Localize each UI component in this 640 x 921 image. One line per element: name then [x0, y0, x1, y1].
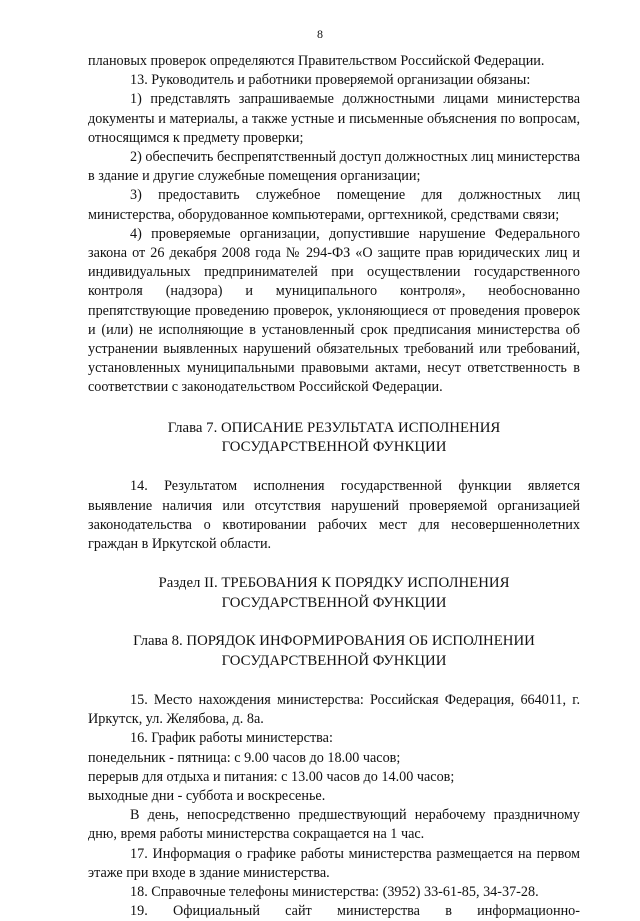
chapter-8-heading	[88, 632, 580, 671]
paragraph-13: 13. Руководитель и работники проверяемой организации обязаны:	[130, 72, 531, 89]
schedule-break: перерыв для отдыха и питания: с 13.00 часов до 14.00 часов;	[88, 768, 455, 785]
paragraph-14: 14. Результатом исполнения государственной функции является выявление наличия или отсутствия нарушений проверяемой организацией законодательства о квотировании рабочих мест для несовершеннолетних граждан в Иркутской области.	[88, 478, 580, 553]
paragraph-13-item-2: 2) обеспечить беспрепятственный доступ должностных лиц министерства в здание и другие служебные помещения организации;	[88, 149, 580, 185]
paragraph-17: 17. Информация о графике работы министерства размещается на первом этаже при входе в здание министерства.	[88, 845, 580, 881]
paragraph-13-item-3: 3) предоставить служебное помещение для должностных лиц министерства, оборудованное компьютерами, оргтехникой, средствами связи;	[88, 187, 580, 223]
page-number: 8	[317, 27, 323, 41]
chapter-8-title-line-1: Глава 8. ПОРЯДОК ИНФОРМИРОВАНИЯ ОБ ИСПОЛНЕНИИ	[133, 633, 535, 650]
section-2-title-line-1: Раздел II. ТРЕБОВАНИЯ К ПОРЯДКУ ИСПОЛНЕНИЯ	[158, 575, 510, 592]
chapter-8-title-line-2: ГОСУДАРСТВЕННОЙ ФУНКЦИИ	[221, 652, 447, 669]
schedule-preholiday: В день, непосредственно предшествующий нерабочему праздничному дню, время работы министерства сокращается на 1 час.	[88, 807, 580, 843]
section-2-heading	[88, 574, 580, 613]
chapter-7-heading	[88, 419, 580, 458]
paragraph-13-item-1: 1) представлять запрашиваемые должностными лицами министерства документы и материалы, а также устные и письменные объяснения по вопросам, относящимся к предмету проверки;	[88, 91, 580, 146]
chapter-7-title-line-1: Глава 7. ОПИСАНИЕ РЕЗУЛЬТАТА ИСПОЛНЕНИЯ	[167, 419, 501, 436]
schedule-weekdays: понедельник - пятница: с 9.00 часов до 18.00 часов;	[88, 749, 401, 766]
schedule-weekend: выходные дни - суббота и воскресенье.	[88, 787, 326, 804]
paragraph-15: 15. Место нахождения министерства: Российская Федерация, 664011, г. Иркутск, ул. Желябова, д. 8а.	[88, 691, 580, 728]
paragraph-19: 19. Официальный сайт министерства в информационно-	[130, 903, 580, 920]
chapter-7-title-line-2: ГОСУДАРСТВЕННОЙ ФУНКЦИИ	[221, 439, 447, 456]
paragraph-18: 18. Справочные телефоны министерства: (3952) 33-61-85, 34-37-28.	[130, 883, 539, 900]
section-2-title-line-2: ГОСУДАРСТВЕННОЙ ФУНКЦИИ	[221, 594, 447, 611]
paragraph-continuation: плановых проверок определяются Правительством Российской Федерации.	[88, 53, 545, 69]
paragraph-13-item-4: 4) проверяемые организации, допустившие нарушение Федерального закона от 26 декабря 2008 года № 294-ФЗ «О защите прав юридических лиц и индивидуальных предпринимателей при осуществлении государственного контроля (надзора) и муниципального контроля», необоснованно препятствующие проведению проверок, уклоняющиеся от проведения проверок и (или) не исполняющие в установленный срок предписания министерства об устранении выявленных нарушений обязательных требований или требований, установленных муниципальными правовыми актами, несут ответственность в соответствии с законодательством Российской Федерации.	[88, 225, 580, 396]
paragraph-16: 16. График работы министерства:	[130, 730, 333, 747]
document-body	[88, 52, 580, 921]
